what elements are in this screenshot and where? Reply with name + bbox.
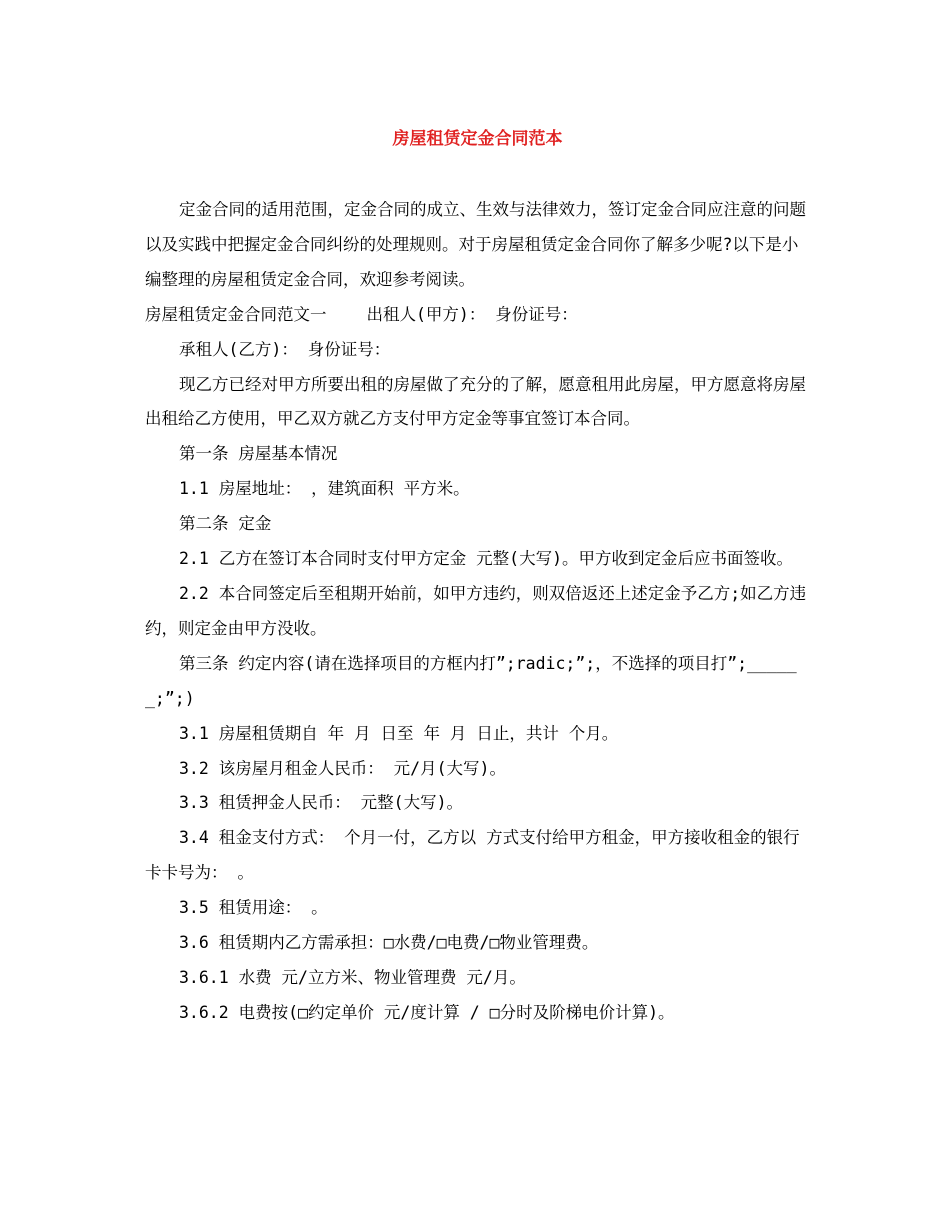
lessee-line: 承租人(乙方)： 身份证号： [179,339,391,359]
clause-2-1: 2.1 乙方在签订本合同时支付甲方定金 元整(大写)。甲方收到定金后应书面签收。 [179,549,794,569]
lessor-line: 出租人(甲方)： 身份证号： [366,304,578,324]
article-1-title: 第一条 房屋基本情况 [179,444,338,464]
article-2-title: 第二条 定金 [179,514,272,534]
article-3-title: 第三条 约定内容(请在选择项目的方框内打”;radic;”;，不选择的项目打”;______;”;) [145,653,797,708]
document-title: 房屋租赁定金合同范本 [392,129,563,149]
clause-3-5: 3.5 租赁用途： 。 [179,898,328,918]
clause-3-3: 3.3 租赁押金人民币： 元整(大写)。 [179,793,464,813]
preamble-paragraph: 现乙方已经对甲方所要出租的房屋做了充分的了解，愿意租用此房屋，甲方愿意将房屋出租给乙方使用，甲乙双方就乙方支付甲方定金等事宜签订本合同。 [145,374,806,429]
clause-1-1: 1.1 房屋地址： ，建筑面积 平方米。 [179,479,470,499]
clause-3-2: 3.2 该房屋月租金人民币： 元/月(大写)。 [179,758,506,778]
clause-3-6-1: 3.6.1 水费 元/立方米、物业管理费 元/月。 [179,967,526,987]
clause-3-6-2: 3.6.2 电费按(□约定单价 元/度计算 / □分时及阶梯电价计算)。 [179,1002,675,1022]
clause-3-6: 3.6 租赁期内乙方需承担：□水费/□电费/□物业管理费。 [179,933,599,953]
clause-3-4: 3.4 租金支付方式： 个月一付，乙方以 方式支付给甲方租金，甲方接收租金的银行卡卡号为： 。 [145,828,800,883]
intro-paragraph: 定金合同的适用范围，定金合同的成立、生效与法律效力，签订定金合同应注意的问题以及实践中把握定金合同纠纷的处理规则。对于房屋租赁定金合同你了解多少呢?以下是小编整理的房屋租赁定金合同，欢迎参考阅读。 [145,200,806,289]
document-body [145,193,810,1031]
sample-heading-line [145,298,810,333]
sample-heading: 房屋租赁定金合同范文一 [145,304,327,324]
clause-2-2: 2.2 本合同签定后至租期开始前，如甲方违约，则双倍返还上述定金予乙方;如乙方违约，则定金由甲方没收。 [145,583,807,638]
clause-3-1: 3.1 房屋租赁期自 年 月 日至 年 月 日止，共计 个月。 [179,723,619,743]
